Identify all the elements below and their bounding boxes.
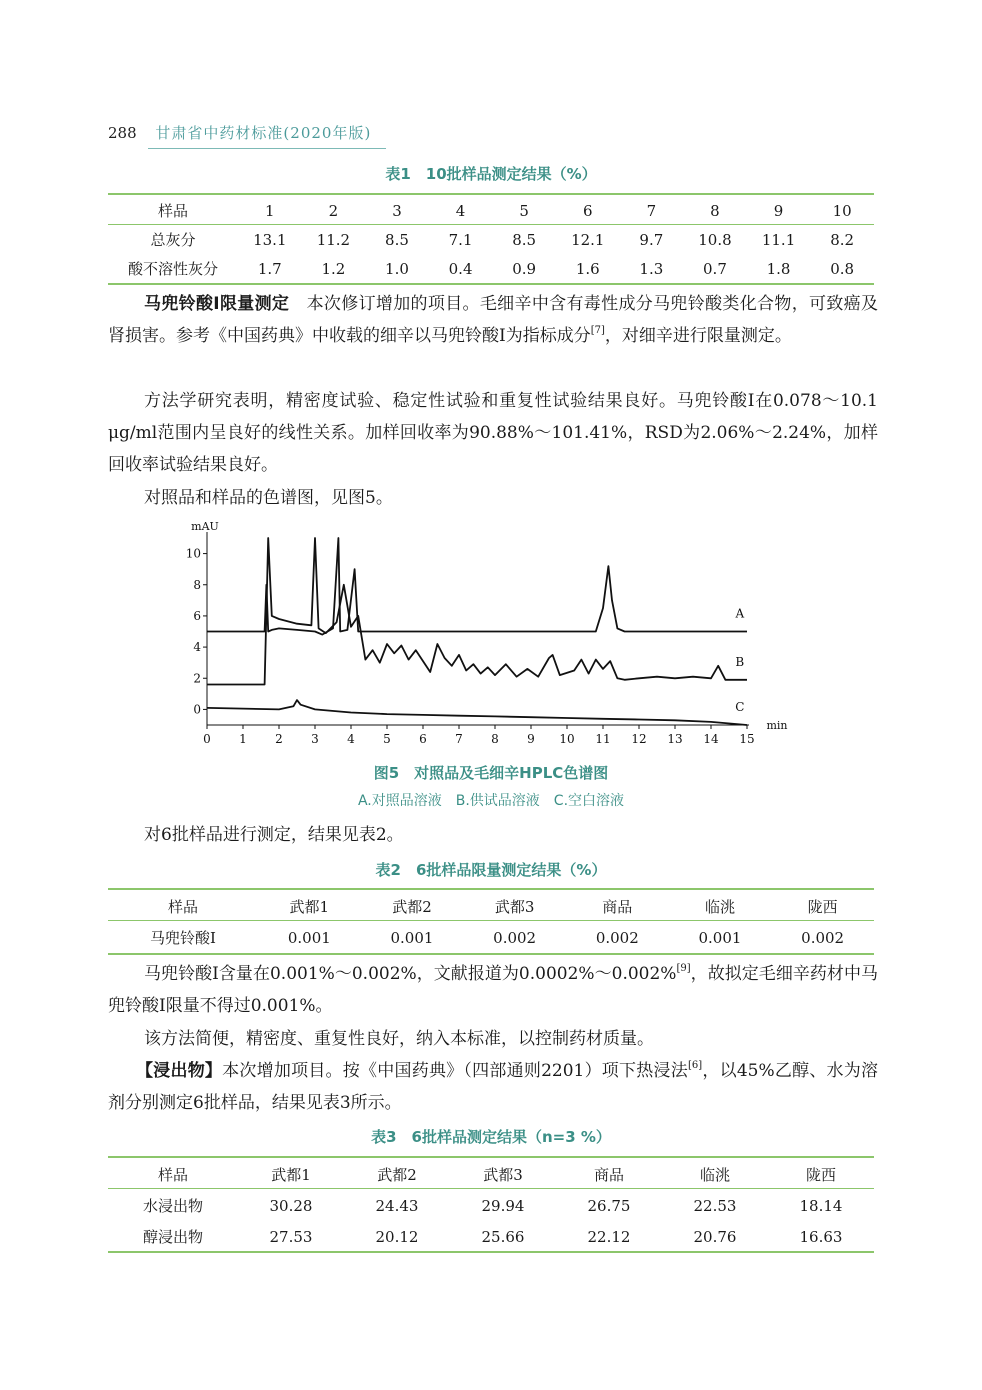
section-heading-aristolochic: 马兜铃酸Ⅰ限量测定 [144, 294, 290, 314]
value-cell: 3 [392, 201, 402, 220]
table2-header-rule [108, 920, 874, 921]
table3-bottom-rule [108, 1251, 874, 1253]
value-cell: 临洮 [699, 1166, 730, 1184]
value-cell: 4 [455, 201, 466, 220]
row-label-cell: 样品 [167, 898, 198, 916]
x-tick-label: 4 [347, 732, 355, 746]
book-title: 甘肃省中药材标准(2020年版) [155, 124, 372, 142]
x-tick-label: 10 [559, 732, 575, 746]
y-tick-label: 4 [193, 640, 201, 655]
para-text: 本次修订增加的项目。毛细辛中含有毒性成分马兜铃酸类化合物，可致癌及肾损害。参考《中国药典》中收载的细辛以马兜铃酸Ⅰ为指标成分 [108, 294, 879, 346]
value-cell: 临洮 [704, 898, 735, 916]
table3-caption: 表3 6批样品测定结果（n=3 %） [371, 1128, 611, 1146]
value-cell: 0.8 [830, 259, 855, 278]
value-cell: 1 [265, 201, 275, 220]
value-cell: 武都2 [377, 1166, 417, 1184]
value-cell: 2 [328, 201, 339, 220]
row-label-cell: 酸不溶性灰分 [127, 260, 218, 278]
para-text: 本次增加项目。按《中国药典》（四部通则2201）项下热浸法 [222, 1061, 688, 1081]
x-tick-label: 9 [527, 732, 535, 746]
value-cell: 20.76 [693, 1227, 737, 1246]
y-tick-label: 2 [193, 671, 201, 686]
table3-top-rule [108, 1156, 874, 1158]
y-axis-label: mAU [191, 520, 219, 533]
value-cell: 30.28 [269, 1196, 313, 1215]
y-tick-label: 6 [193, 608, 201, 623]
x-axis-label: min [766, 719, 788, 732]
x-tick-label: 6 [419, 732, 427, 746]
value-cell: 27.53 [269, 1227, 313, 1246]
citation-ref: [9] [676, 963, 691, 974]
row-label-cell: 马兜铃酸Ⅰ [150, 929, 216, 947]
value-cell: 0.4 [448, 259, 473, 278]
paragraph-table2-intro: 对6批样品进行测定，结果见表2。 [144, 825, 404, 845]
row-label-cell: 醇浸出物 [142, 1228, 203, 1246]
header-rule [148, 148, 386, 149]
value-cell: 12.1 [571, 230, 605, 249]
table-row [108, 1190, 874, 1221]
value-cell: 8 [710, 201, 720, 220]
value-cell: 0.7 [703, 259, 727, 278]
table-row [108, 1221, 874, 1252]
y-tick-label: 8 [193, 577, 201, 592]
section-heading-extract: 【浸出物】 [136, 1061, 223, 1081]
series-line-B [207, 538, 747, 685]
value-cell: 10.8 [698, 230, 732, 249]
hplc-chromatogram [180, 520, 800, 760]
value-cell: 13.1 [253, 230, 287, 249]
value-cell: 25.66 [481, 1227, 525, 1246]
series-line-C [207, 700, 747, 725]
value-cell: 1.8 [766, 259, 791, 278]
value-cell: 20.12 [375, 1227, 419, 1246]
value-cell: 8.5 [512, 230, 537, 249]
value-cell: 7.1 [448, 230, 473, 249]
value-cell: 8.2 [830, 230, 855, 249]
x-tick-label: 12 [631, 732, 647, 746]
value-cell: 10 [832, 201, 852, 220]
value-cell: 29.94 [481, 1196, 525, 1215]
y-tick-label: 10 [185, 546, 201, 561]
value-cell: 0.002 [595, 928, 639, 947]
value-cell: 0.001 [287, 928, 331, 947]
value-cell: 1.6 [575, 259, 600, 278]
value-cell: 武都3 [483, 1166, 523, 1184]
para-text: 马兜铃酸Ⅰ含量在0.001%～0.002%，文献报道为0.0002%～0.002% [144, 964, 677, 984]
row-label-cell: 总灰分 [150, 231, 196, 249]
value-cell: 22.12 [587, 1227, 631, 1246]
x-tick-label: 0 [203, 732, 211, 746]
value-cell: 11.2 [316, 230, 351, 249]
value-cell: 陇西 [805, 1166, 836, 1184]
figure5-caption: 图5 对照品及毛细辛HPLC色谱图 [373, 764, 609, 782]
page-number: 288 [108, 124, 137, 142]
value-cell: 8.5 [385, 230, 409, 249]
value-cell: 0.9 [512, 259, 537, 278]
value-cell: 26.75 [587, 1196, 631, 1215]
table-row [108, 254, 874, 283]
citation-ref: [6] [687, 1060, 703, 1071]
table-header-row [108, 891, 874, 922]
value-cell: 陇西 [807, 898, 838, 916]
value-cell: 5 [519, 201, 529, 220]
value-cell: 9 [773, 201, 784, 220]
value-cell: 商品 [602, 898, 633, 916]
value-cell: 0.001 [390, 928, 434, 947]
table-row [108, 225, 874, 254]
value-cell: 1.7 [257, 259, 282, 278]
paragraph-figure-ref: 对照品和样品的色谱图，见图5。 [144, 488, 393, 508]
row-label-cell: 样品 [157, 202, 188, 220]
table2-caption: 表2 6批样品限量测定结果（%） [375, 861, 607, 879]
table1-top-rule [108, 193, 874, 195]
value-cell: 6 [582, 201, 593, 220]
series-label-A: A [735, 606, 745, 621]
para-text-end: ，故拟定毛细辛药材中马兜铃酸Ⅰ限量不得过0.001%。 [108, 964, 878, 1016]
value-cell: 0.002 [493, 928, 537, 947]
paragraph-extract [108, 1055, 878, 1119]
table-header-row [108, 1159, 874, 1190]
table1-caption: 表1 10批样品测定结果（%） [385, 165, 597, 183]
series-label-C: C [735, 700, 745, 714]
x-tick-label: 5 [383, 732, 391, 746]
table2-bottom-rule [108, 953, 874, 955]
x-tick-label: 8 [491, 732, 499, 746]
citation-ref: [7] [590, 325, 605, 336]
x-tick-label: 2 [275, 732, 283, 746]
table3-header-rule [108, 1188, 874, 1189]
x-tick-label: 15 [739, 732, 755, 746]
value-cell: 18.14 [799, 1196, 843, 1215]
x-tick-label: 11 [595, 732, 611, 746]
value-cell: 0.001 [698, 928, 742, 947]
running-header [108, 122, 371, 143]
table1 [108, 196, 874, 283]
value-cell: 武都1 [289, 898, 330, 916]
para-text-end: ，以45%乙醇、水为溶剂分别测定6批样品，结果见表3所示。 [108, 1061, 879, 1113]
table3 [108, 1159, 874, 1252]
table2-top-rule [108, 888, 874, 890]
value-cell: 16.63 [799, 1227, 843, 1246]
para-text-end: ，对细辛进行限量测定。 [604, 326, 792, 346]
paragraph-limit-conclusion [108, 958, 878, 1022]
x-tick-label: 14 [703, 732, 719, 746]
series-line-A [207, 538, 747, 635]
x-tick-label: 13 [667, 732, 683, 746]
y-tick-label: 0 [193, 702, 201, 717]
x-tick-label: 3 [311, 732, 319, 746]
value-cell: 0.002 [801, 928, 845, 947]
value-cell: 11.1 [761, 230, 796, 249]
value-cell: 商品 [593, 1166, 624, 1184]
value-cell: 武都3 [494, 898, 535, 916]
series-label-B: B [735, 654, 745, 669]
paragraph-method-summary: 该方法简便，精密度、重复性良好，纳入本标准，以控制药材质量。 [144, 1029, 654, 1049]
table-header-row [108, 196, 874, 225]
row-label-cell: 水浸出物 [142, 1197, 203, 1215]
table-row [108, 922, 874, 953]
value-cell: 武都1 [271, 1166, 311, 1184]
value-cell: 1.0 [385, 259, 409, 278]
table1-bottom-rule [108, 283, 874, 285]
x-tick-label: 1 [239, 732, 247, 746]
table1-header-rule [108, 224, 874, 225]
value-cell: 1.2 [321, 259, 346, 278]
paragraph-aristolochic-intro [108, 288, 878, 352]
figure5-legend: A.对照品溶液 B.供试品溶液 C.空白溶液 [357, 793, 625, 809]
value-cell: 武都2 [392, 898, 432, 916]
paragraph-methodology: 方法学研究表明，精密度试验、稳定性试验和重复性试验结果良好。马兜铃酸Ⅰ在0.078～10.1 μg/ml范围内呈良好的线性关系。加样回收率为90.88%～101.41%，RSD为2.06%～2.24%，加样回收率试验结果良好。 [108, 391, 878, 475]
table2 [108, 891, 874, 953]
value-cell: 1.3 [639, 259, 664, 278]
value-cell: 9.7 [639, 230, 664, 249]
value-cell: 7 [646, 201, 657, 220]
value-cell: 24.43 [375, 1196, 419, 1215]
value-cell: 22.53 [693, 1196, 737, 1215]
x-tick-label: 7 [455, 732, 463, 746]
row-label-cell: 样品 [157, 1166, 188, 1184]
